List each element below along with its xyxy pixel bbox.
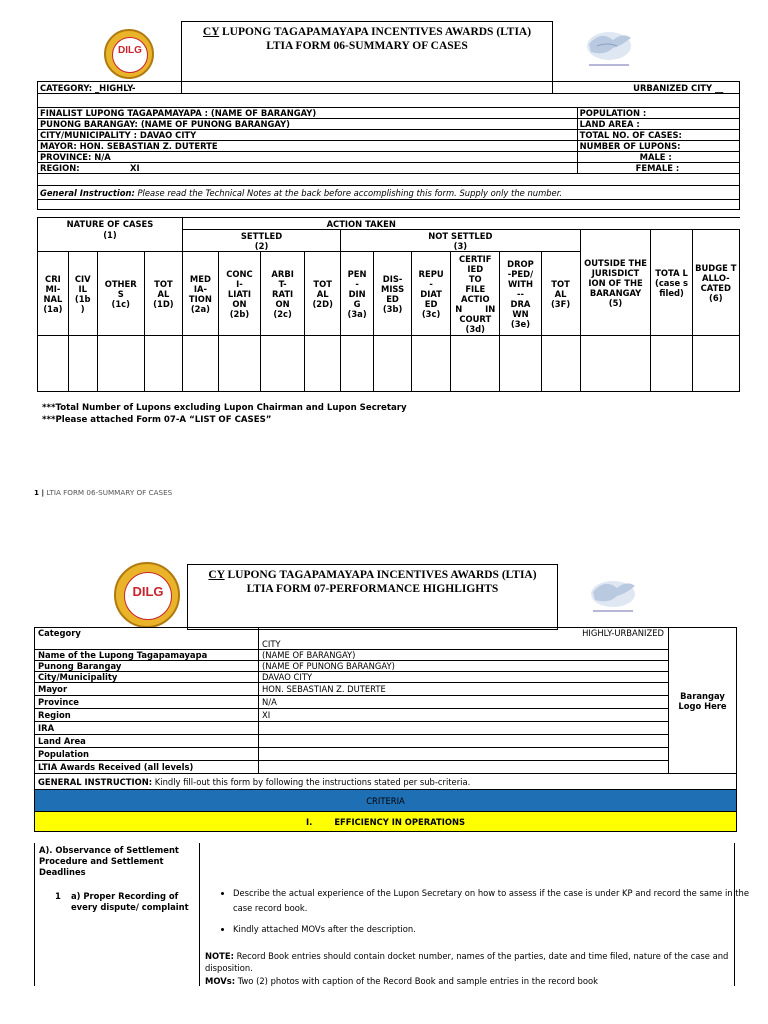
dilg-logo-2 [114, 562, 180, 628]
row-label-population: Population [38, 749, 89, 759]
col-1c-header: OTHER S (1c) [104, 278, 137, 309]
criteria-a1-title: a) Proper Recording of every dispute/ complaint [71, 891, 189, 912]
dilg-logo [104, 29, 154, 79]
row-value-mayor: HON. SEBASTIAN Z. DUTERTE [262, 684, 386, 694]
barangay-logo-placeholder: Barangay Logo Here [678, 690, 727, 711]
row-label-land-area: Land Area [38, 736, 86, 746]
row-value-punong: (NAME OF PUNONG BARANGAY) [262, 661, 395, 671]
nature-header: NATURE OF CASES [66, 218, 154, 229]
col-2d-header: TOT AL (2D) [312, 278, 333, 309]
settled-header: SETTLED [240, 230, 283, 241]
cases-data-row [38, 336, 740, 392]
num-lupons-field: NUMBER OF LUPONS: [579, 141, 681, 151]
title2-line2: LTIA FORM 07-PERFORMANCE HIGHLIGHTS [246, 583, 499, 595]
criteria-a-title: A). Observance of Settlement Procedure and Settlement Deadlines [39, 845, 179, 877]
note-block [205, 950, 733, 974]
city-field: CITY/MUNICIPALITY : DAVAO CITY [40, 130, 197, 140]
ltia-dove-logo-2 [585, 574, 641, 618]
note-lupons: ***Total Number of Lupons excluding Lupon Chairman and Lupon Secretary [42, 403, 407, 413]
criteria-a1-num: 1 [55, 891, 61, 901]
dilg-logo-text: DILG [118, 45, 142, 56]
col-1d-header: TOT AL (1D) [153, 278, 174, 309]
title2-cy: CY [208, 569, 225, 581]
land-area-field: LAND AREA : [579, 119, 640, 129]
col-3a-header: PEN - DIN G (3a) [347, 268, 367, 319]
col-3f-header: TOT AL (3F) [550, 278, 571, 309]
note-attach: ***Please attached Form 07-A “LIST OF CASES” [42, 415, 272, 425]
col-3e-header: DROP -PED/ WITH -- DRA WN (3e) [507, 258, 534, 329]
total-cases-field: TOTAL NO. OF CASES: [579, 130, 682, 140]
instruction-list [203, 886, 763, 943]
section-title: EFFICIENCY IN OPERATIONS [334, 816, 465, 827]
instruction-item-2: • Kindly attached MOVs after the description. [233, 922, 763, 937]
note-text: Record Book entries should contain docket number, names of the parties, date and time filed, nature of the case and disposition. [205, 951, 729, 973]
not-settled-num: (3) [453, 240, 468, 251]
col-1a-header: CRI MI- NAL (1a) [43, 273, 63, 314]
province-field: PROVINCE: N/A [40, 152, 111, 162]
note-label: NOTE: [205, 951, 234, 961]
col-2a-header: MED IA- TION (2a) [188, 273, 212, 314]
row-value-city: DAVAO CITY [262, 672, 313, 682]
section-num: I. [306, 816, 313, 827]
title-line1: LUPONG TAGAPAMAYAPA INCENTIVES AWARDS (LTIA) [219, 26, 532, 38]
cases-table [37, 217, 740, 392]
row-label-lupon: Name of the Lupong Tagapamayapa [38, 650, 208, 660]
col-3b-header: DIS- MISS ED (3b) [380, 273, 405, 314]
col-3c-header: REPU - DIAT ED (3c) [418, 268, 444, 319]
row-label-category: Category [38, 628, 81, 638]
col-2b-header: CONC I- LIATI ON (2b) [226, 268, 253, 319]
col-5-header: OUTSIDE THE JURISDICT ION OF THE BARANGAY (5) [584, 257, 647, 308]
col-2c-header: ARBI T- RATI ON (2c) [271, 268, 294, 319]
gi-text: Please read the Technical Notes at the back before accomplishing this form. Supply only the number. [134, 187, 563, 198]
action-taken-header: ACTION TAKEN [326, 218, 396, 229]
gi2-text: Kindly fill-out this form by following the instructions stated per sub-criteria. [152, 776, 471, 787]
row-label-mayor: Mayor [38, 684, 68, 694]
movs-text: Two (2) photos with caption of the Record Book and sample entries in the record book [235, 976, 598, 986]
criteria-header: CRITERIA [366, 795, 405, 806]
col-3d-header: CERTIF IED TO FILE ACTIO N IN COURT (3d) [455, 253, 496, 334]
col-total-header: TOTA L (case s filed) [655, 267, 689, 298]
row-label-punong: Punong Barangay [38, 661, 122, 671]
summary-info-table [37, 81, 740, 210]
row-value-lupon: (NAME OF BARANGAY) [262, 650, 356, 660]
male-field: MALE : [639, 152, 672, 162]
col-6-header: BUDGE T ALLO- CATED (6) [695, 262, 737, 303]
punong-field: PUNONG BARANGAY: (NAME OF PUNONG BARANGAY) [40, 119, 290, 129]
female-field: FEMALE : [635, 163, 680, 173]
category-right-2: HIGHLY-URBANIZED [582, 628, 664, 638]
form07-title [187, 564, 558, 630]
instruction-item-1: • Describe the actual experience of the Lupon Secretary on how to assess if the case is under KP and record the same in the case record book. [233, 886, 763, 916]
row-label-awards: LTIA Awards Received (all levels) [38, 762, 194, 772]
footer-page-num: 1 | [34, 488, 45, 497]
dilg-logo-2-text: DILG [132, 584, 164, 599]
population-field: POPULATION : [579, 108, 647, 118]
ltia-dove-logo [583, 24, 635, 72]
movs-block [205, 976, 733, 986]
movs-label: MOVs: [205, 976, 236, 986]
row-label-province: Province [38, 697, 79, 707]
region-label: REGION: [40, 163, 80, 173]
gi-label: General Instruction: [40, 187, 135, 198]
criteria-a-block [34, 843, 750, 986]
title-line2: LTIA FORM 06-SUMMARY OF CASES [266, 40, 468, 52]
col-1b-header: CIV IL (1b ) [74, 273, 91, 314]
not-settled-header: NOT SETTLED [428, 230, 493, 241]
region-value: XI [130, 163, 140, 173]
row-label-region: Region [38, 710, 71, 720]
settled-num: (2) [254, 240, 269, 251]
nature-num: (1) [103, 229, 117, 240]
gi2-label: GENERAL INSTRUCTION: [38, 776, 153, 787]
row-value-region: XI [262, 710, 271, 720]
footer-text: LTIA FORM 06-SUMMARY OF CASES [44, 488, 173, 497]
mayor-field: MAYOR: HON. SEBASTIAN Z. DUTERTE [40, 141, 218, 151]
title2-line1: LUPONG TAGAPAMAYAPA INCENTIVES AWARDS (LTIA) [224, 569, 537, 581]
row-value-category: CITY [262, 639, 281, 649]
row-value-province: N/A [262, 697, 277, 707]
page1-footer [34, 488, 172, 497]
title-cy: CY [202, 26, 220, 38]
performance-info-table [34, 627, 737, 832]
category-label: CATEGORY: _HIGHLY- [40, 82, 136, 93]
finalist-field: FINALIST LUPONG TAGAPAMAYAPA : (NAME OF BARANGAY) [40, 108, 317, 118]
row-label-ira: IRA [38, 723, 55, 733]
row-label-city: City/Municipality [38, 672, 118, 682]
category-right: URBANIZED CITY __ [633, 82, 724, 93]
